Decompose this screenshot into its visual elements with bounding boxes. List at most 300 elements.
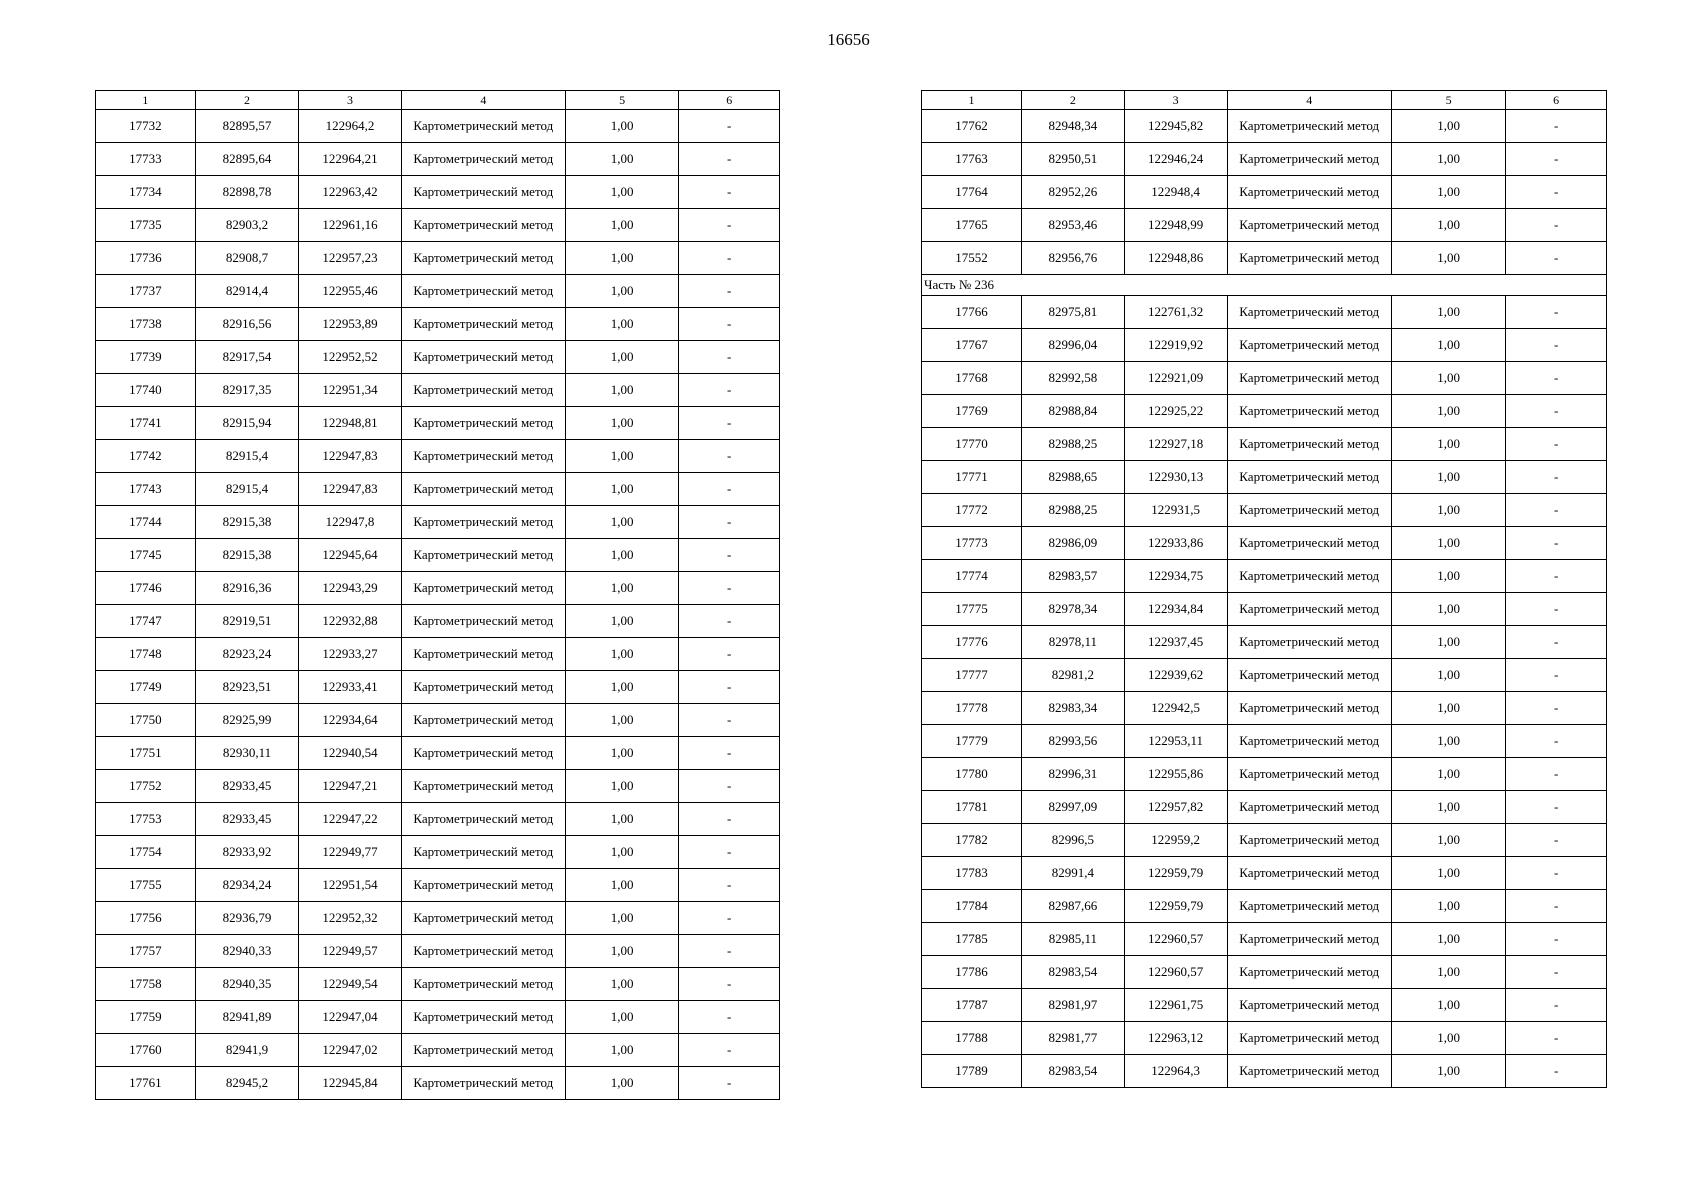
point-number-cell: 17749 [96, 671, 196, 704]
method-cell: Картометрический метод [1227, 890, 1391, 923]
column-header: 5 [565, 91, 679, 110]
x-coordinate-cell: 82940,33 [195, 935, 298, 968]
accuracy-cell: 1,00 [565, 176, 679, 209]
y-coordinate-cell: 122964,3 [1124, 1055, 1227, 1088]
table-row [922, 296, 1607, 329]
y-coordinate-cell: 122951,34 [299, 374, 402, 407]
table-row [922, 428, 1607, 461]
point-number-cell: 17778 [922, 692, 1022, 725]
y-coordinate-cell: 122945,64 [299, 539, 402, 572]
y-coordinate-cell: 122955,86 [1124, 758, 1227, 791]
accuracy-cell: 1,00 [1391, 923, 1505, 956]
x-coordinate-cell: 82908,7 [195, 242, 298, 275]
accuracy-cell: 1,00 [1391, 176, 1505, 209]
y-coordinate-cell: 122964,21 [299, 143, 402, 176]
note-cell: - [1506, 494, 1607, 527]
x-coordinate-cell: 82956,76 [1022, 242, 1125, 275]
note-cell: - [679, 1067, 780, 1100]
note-cell: - [1506, 725, 1607, 758]
table-row [96, 935, 780, 968]
point-number-cell: 17776 [922, 626, 1022, 659]
table-row [96, 374, 780, 407]
point-number-cell: 17751 [96, 737, 196, 770]
y-coordinate-cell: 122947,21 [299, 770, 402, 803]
table-row [922, 857, 1607, 890]
table-row [96, 803, 780, 836]
accuracy-cell: 1,00 [1391, 890, 1505, 923]
x-coordinate-cell: 82983,34 [1022, 692, 1125, 725]
method-cell: Картометрический метод [1227, 110, 1391, 143]
method-cell: Картометрический метод [401, 704, 565, 737]
accuracy-cell: 1,00 [565, 1067, 679, 1100]
method-cell: Картометрический метод [1227, 395, 1391, 428]
column-header: 6 [679, 91, 780, 110]
point-number-cell: 17759 [96, 1001, 196, 1034]
y-coordinate-cell: 122963,12 [1124, 1022, 1227, 1055]
note-cell: - [1506, 824, 1607, 857]
note-cell: - [1506, 395, 1607, 428]
x-coordinate-cell: 82916,36 [195, 572, 298, 605]
note-cell: - [679, 638, 780, 671]
point-number-cell: 17769 [922, 395, 1022, 428]
x-coordinate-cell: 82988,25 [1022, 428, 1125, 461]
accuracy-cell: 1,00 [1391, 659, 1505, 692]
note-cell: - [1506, 176, 1607, 209]
method-cell: Картометрический метод [1227, 461, 1391, 494]
method-cell: Картометрический метод [401, 407, 565, 440]
method-cell: Картометрический метод [1227, 824, 1391, 857]
note-cell: - [679, 737, 780, 770]
point-number-cell: 17767 [922, 329, 1022, 362]
x-coordinate-cell: 82917,54 [195, 341, 298, 374]
note-cell: - [1506, 1022, 1607, 1055]
accuracy-cell: 1,00 [565, 869, 679, 902]
point-number-cell: 17757 [96, 935, 196, 968]
point-number-cell: 17787 [922, 989, 1022, 1022]
method-cell: Картометрический метод [1227, 1055, 1391, 1088]
note-cell: - [1506, 791, 1607, 824]
method-cell: Картометрический метод [1227, 725, 1391, 758]
y-coordinate-cell: 122949,54 [299, 968, 402, 1001]
accuracy-cell: 1,00 [565, 308, 679, 341]
method-cell: Картометрический метод [401, 275, 565, 308]
y-coordinate-cell: 122931,5 [1124, 494, 1227, 527]
x-coordinate-cell: 82983,57 [1022, 560, 1125, 593]
section-title: Часть № 236 [922, 275, 1607, 296]
method-cell: Картометрический метод [401, 605, 565, 638]
method-cell: Картометрический метод [1227, 362, 1391, 395]
accuracy-cell: 1,00 [565, 242, 679, 275]
note-cell: - [1506, 428, 1607, 461]
table-row [96, 341, 780, 374]
accuracy-cell: 1,00 [1391, 725, 1505, 758]
note-cell: - [679, 1034, 780, 1067]
x-coordinate-cell: 82925,99 [195, 704, 298, 737]
x-coordinate-cell: 82940,35 [195, 968, 298, 1001]
accuracy-cell: 1,00 [1391, 1022, 1505, 1055]
point-number-cell: 17773 [922, 527, 1022, 560]
y-coordinate-cell: 122953,89 [299, 308, 402, 341]
y-coordinate-cell: 122942,5 [1124, 692, 1227, 725]
x-coordinate-cell: 82933,45 [195, 803, 298, 836]
x-coordinate-cell: 82978,11 [1022, 626, 1125, 659]
point-number-cell: 17756 [96, 902, 196, 935]
accuracy-cell: 1,00 [565, 902, 679, 935]
y-coordinate-cell: 122921,09 [1124, 362, 1227, 395]
note-cell: - [1506, 989, 1607, 1022]
x-coordinate-cell: 82915,4 [195, 473, 298, 506]
accuracy-cell: 1,00 [1391, 791, 1505, 824]
table-row [96, 968, 780, 1001]
point-number-cell: 17736 [96, 242, 196, 275]
accuracy-cell: 1,00 [565, 803, 679, 836]
y-coordinate-cell: 122933,86 [1124, 527, 1227, 560]
note-cell: - [679, 143, 780, 176]
point-number-cell: 17764 [922, 176, 1022, 209]
x-coordinate-cell: 82986,09 [1022, 527, 1125, 560]
x-coordinate-cell: 82983,54 [1022, 1055, 1125, 1088]
method-cell: Картометрический метод [1227, 209, 1391, 242]
y-coordinate-cell: 122939,62 [1124, 659, 1227, 692]
note-cell: - [1506, 110, 1607, 143]
point-number-cell: 17743 [96, 473, 196, 506]
table-row [922, 395, 1607, 428]
table-row [922, 1022, 1607, 1055]
accuracy-cell: 1,00 [1391, 209, 1505, 242]
column-header: 4 [401, 91, 565, 110]
y-coordinate-cell: 122934,84 [1124, 593, 1227, 626]
page-number: 16656 [827, 30, 870, 49]
x-coordinate-cell: 82997,09 [1022, 791, 1125, 824]
method-cell: Картометрический метод [1227, 758, 1391, 791]
note-cell: - [679, 308, 780, 341]
note-cell: - [679, 473, 780, 506]
method-cell: Картометрический метод [1227, 329, 1391, 362]
point-number-cell: 17783 [922, 857, 1022, 890]
table-row [922, 923, 1607, 956]
column-header: 5 [1391, 91, 1505, 110]
point-number-cell: 17785 [922, 923, 1022, 956]
point-number-cell: 17779 [922, 725, 1022, 758]
note-cell: - [1506, 890, 1607, 923]
point-number-cell: 17763 [922, 143, 1022, 176]
method-cell: Картометрический метод [401, 803, 565, 836]
x-coordinate-cell: 82993,56 [1022, 725, 1125, 758]
table-row [922, 593, 1607, 626]
point-number-cell: 17775 [922, 593, 1022, 626]
table-row [96, 275, 780, 308]
note-cell: - [679, 209, 780, 242]
point-number-cell: 17774 [922, 560, 1022, 593]
method-cell: Картометрический метод [401, 935, 565, 968]
x-coordinate-cell: 82985,11 [1022, 923, 1125, 956]
accuracy-cell: 1,00 [565, 275, 679, 308]
x-coordinate-cell: 82915,38 [195, 539, 298, 572]
x-coordinate-cell: 82991,4 [1022, 857, 1125, 890]
table-row [922, 527, 1607, 560]
y-coordinate-cell: 122947,8 [299, 506, 402, 539]
column-header: 2 [1022, 91, 1125, 110]
table-row [922, 143, 1607, 176]
method-cell: Картометрический метод [401, 176, 565, 209]
table-row [922, 956, 1607, 989]
x-coordinate-cell: 82923,24 [195, 638, 298, 671]
note-cell: - [1506, 857, 1607, 890]
y-coordinate-cell: 122761,32 [1124, 296, 1227, 329]
point-number-cell: 17552 [922, 242, 1022, 275]
point-number-cell: 17772 [922, 494, 1022, 527]
y-coordinate-cell: 122930,13 [1124, 461, 1227, 494]
x-coordinate-cell: 82975,81 [1022, 296, 1125, 329]
x-coordinate-cell: 82950,51 [1022, 143, 1125, 176]
table-row [922, 209, 1607, 242]
point-number-cell: 17738 [96, 308, 196, 341]
note-cell: - [1506, 362, 1607, 395]
method-cell: Картометрический метод [401, 1034, 565, 1067]
y-coordinate-cell: 122959,79 [1124, 857, 1227, 890]
method-cell: Картометрический метод [401, 902, 565, 935]
note-cell: - [679, 110, 780, 143]
y-coordinate-cell: 122948,81 [299, 407, 402, 440]
note-cell: - [1506, 758, 1607, 791]
method-cell: Картометрический метод [401, 110, 565, 143]
table-row [922, 110, 1607, 143]
accuracy-cell: 1,00 [1391, 395, 1505, 428]
accuracy-cell: 1,00 [565, 1001, 679, 1034]
table-row [96, 1001, 780, 1034]
accuracy-cell: 1,00 [1391, 296, 1505, 329]
note-cell: - [679, 968, 780, 1001]
table-row [96, 440, 780, 473]
y-coordinate-cell: 122948,4 [1124, 176, 1227, 209]
accuracy-cell: 1,00 [565, 209, 679, 242]
method-cell: Картометрический метод [1227, 428, 1391, 461]
method-cell: Картометрический метод [1227, 494, 1391, 527]
method-cell: Картометрический метод [1227, 857, 1391, 890]
method-cell: Картометрический метод [401, 737, 565, 770]
accuracy-cell: 1,00 [1391, 362, 1505, 395]
accuracy-cell: 1,00 [1391, 857, 1505, 890]
note-cell: - [679, 506, 780, 539]
point-number-cell: 17752 [96, 770, 196, 803]
point-number-cell: 17788 [922, 1022, 1022, 1055]
point-number-cell: 17760 [96, 1034, 196, 1067]
table-row [96, 902, 780, 935]
accuracy-cell: 1,00 [1391, 143, 1505, 176]
method-cell: Картометрический метод [401, 638, 565, 671]
y-coordinate-cell: 122960,57 [1124, 956, 1227, 989]
accuracy-cell: 1,00 [1391, 1055, 1505, 1088]
method-cell: Картометрический метод [1227, 560, 1391, 593]
point-number-cell: 17750 [96, 704, 196, 737]
note-cell: - [679, 341, 780, 374]
note-cell: - [679, 539, 780, 572]
x-coordinate-cell: 82903,2 [195, 209, 298, 242]
table-row [96, 638, 780, 671]
accuracy-cell: 1,00 [565, 638, 679, 671]
y-coordinate-cell: 122933,27 [299, 638, 402, 671]
column-header: 1 [922, 91, 1022, 110]
note-cell: - [679, 902, 780, 935]
point-number-cell: 17766 [922, 296, 1022, 329]
point-number-cell: 17781 [922, 791, 1022, 824]
table-row [922, 626, 1607, 659]
point-number-cell: 17789 [922, 1055, 1022, 1088]
x-coordinate-cell: 82988,84 [1022, 395, 1125, 428]
method-cell: Картометрический метод [1227, 692, 1391, 725]
table-row [922, 758, 1607, 791]
note-cell: - [679, 242, 780, 275]
point-number-cell: 17737 [96, 275, 196, 308]
note-cell: - [679, 440, 780, 473]
note-cell: - [679, 803, 780, 836]
note-cell: - [1506, 527, 1607, 560]
table-row [922, 329, 1607, 362]
coordinates-table-left [95, 90, 780, 1100]
point-number-cell: 17739 [96, 341, 196, 374]
table-row [96, 242, 780, 275]
y-coordinate-cell: 122946,24 [1124, 143, 1227, 176]
note-cell: - [1506, 296, 1607, 329]
x-coordinate-cell: 82915,94 [195, 407, 298, 440]
x-coordinate-cell: 82941,89 [195, 1001, 298, 1034]
point-number-cell: 17754 [96, 836, 196, 869]
column-header-row [922, 91, 1607, 110]
column-header: 3 [299, 91, 402, 110]
x-coordinate-cell: 82941,9 [195, 1034, 298, 1067]
point-number-cell: 17740 [96, 374, 196, 407]
y-coordinate-cell: 122952,32 [299, 902, 402, 935]
note-cell: - [1506, 659, 1607, 692]
accuracy-cell: 1,00 [565, 836, 679, 869]
point-number-cell: 17733 [96, 143, 196, 176]
x-coordinate-cell: 82981,97 [1022, 989, 1125, 1022]
note-cell: - [679, 407, 780, 440]
x-coordinate-cell: 82978,34 [1022, 593, 1125, 626]
y-coordinate-cell: 122957,23 [299, 242, 402, 275]
point-number-cell: 17758 [96, 968, 196, 1001]
method-cell: Картометрический метод [401, 539, 565, 572]
y-coordinate-cell: 122934,75 [1124, 560, 1227, 593]
accuracy-cell: 1,00 [565, 539, 679, 572]
accuracy-cell: 1,00 [565, 506, 679, 539]
point-number-cell: 17732 [96, 110, 196, 143]
method-cell: Картометрический метод [1227, 143, 1391, 176]
x-coordinate-cell: 82919,51 [195, 605, 298, 638]
table-row [922, 242, 1607, 275]
x-coordinate-cell: 82898,78 [195, 176, 298, 209]
y-coordinate-cell: 122961,75 [1124, 989, 1227, 1022]
method-cell: Картометрический метод [401, 671, 565, 704]
x-coordinate-cell: 82992,58 [1022, 362, 1125, 395]
table-row [922, 560, 1607, 593]
accuracy-cell: 1,00 [1391, 692, 1505, 725]
table-row [922, 890, 1607, 923]
table-row [96, 572, 780, 605]
method-cell: Картометрический метод [1227, 527, 1391, 560]
table-row [96, 209, 780, 242]
y-coordinate-cell: 122947,22 [299, 803, 402, 836]
note-cell: - [679, 605, 780, 638]
y-coordinate-cell: 122963,42 [299, 176, 402, 209]
method-cell: Картометрический метод [401, 770, 565, 803]
x-coordinate-cell: 82916,56 [195, 308, 298, 341]
x-coordinate-cell: 82983,54 [1022, 956, 1125, 989]
note-cell: - [1506, 956, 1607, 989]
table-row [96, 539, 780, 572]
point-number-cell: 17747 [96, 605, 196, 638]
method-cell: Картометрический метод [401, 1001, 565, 1034]
x-coordinate-cell: 82996,5 [1022, 824, 1125, 857]
table-body-left [96, 91, 780, 1100]
y-coordinate-cell: 122919,92 [1124, 329, 1227, 362]
y-coordinate-cell: 122933,41 [299, 671, 402, 704]
note-cell: - [679, 176, 780, 209]
accuracy-cell: 1,00 [565, 770, 679, 803]
accuracy-cell: 1,00 [1391, 527, 1505, 560]
accuracy-cell: 1,00 [1391, 626, 1505, 659]
method-cell: Картометрический метод [401, 836, 565, 869]
point-number-cell: 17748 [96, 638, 196, 671]
y-coordinate-cell: 122948,99 [1124, 209, 1227, 242]
x-coordinate-cell: 82936,79 [195, 902, 298, 935]
table-row [96, 506, 780, 539]
table-row [96, 1067, 780, 1100]
x-coordinate-cell: 82948,34 [1022, 110, 1125, 143]
note-cell: - [1506, 143, 1607, 176]
table-row [96, 473, 780, 506]
point-number-cell: 17782 [922, 824, 1022, 857]
point-number-cell: 17768 [922, 362, 1022, 395]
table-row [96, 407, 780, 440]
table-row [922, 176, 1607, 209]
accuracy-cell: 1,00 [565, 341, 679, 374]
method-cell: Картометрический метод [1227, 956, 1391, 989]
point-number-cell: 17744 [96, 506, 196, 539]
x-coordinate-cell: 82923,51 [195, 671, 298, 704]
y-coordinate-cell: 122948,86 [1124, 242, 1227, 275]
method-cell: Картометрический метод [401, 374, 565, 407]
note-cell: - [1506, 1055, 1607, 1088]
method-cell: Картометрический метод [401, 209, 565, 242]
accuracy-cell: 1,00 [565, 605, 679, 638]
x-coordinate-cell: 82934,24 [195, 869, 298, 902]
point-number-cell: 17777 [922, 659, 1022, 692]
x-coordinate-cell: 82915,4 [195, 440, 298, 473]
x-coordinate-cell: 82914,4 [195, 275, 298, 308]
point-number-cell: 17734 [96, 176, 196, 209]
table-row [922, 461, 1607, 494]
table-row [922, 659, 1607, 692]
method-cell: Картометрический метод [1227, 923, 1391, 956]
method-cell: Картометрический метод [1227, 242, 1391, 275]
point-number-cell: 17742 [96, 440, 196, 473]
accuracy-cell: 1,00 [565, 1034, 679, 1067]
y-coordinate-cell: 122925,22 [1124, 395, 1227, 428]
table-row [96, 308, 780, 341]
method-cell: Картометрический метод [401, 440, 565, 473]
x-coordinate-cell: 82952,26 [1022, 176, 1125, 209]
point-number-cell: 17746 [96, 572, 196, 605]
point-number-cell: 17762 [922, 110, 1022, 143]
method-cell: Картометрический метод [1227, 791, 1391, 824]
x-coordinate-cell: 82917,35 [195, 374, 298, 407]
x-coordinate-cell: 82981,77 [1022, 1022, 1125, 1055]
note-cell: - [1506, 461, 1607, 494]
method-cell: Картометрический метод [401, 341, 565, 374]
method-cell: Картометрический метод [1227, 593, 1391, 626]
note-cell: - [1506, 560, 1607, 593]
